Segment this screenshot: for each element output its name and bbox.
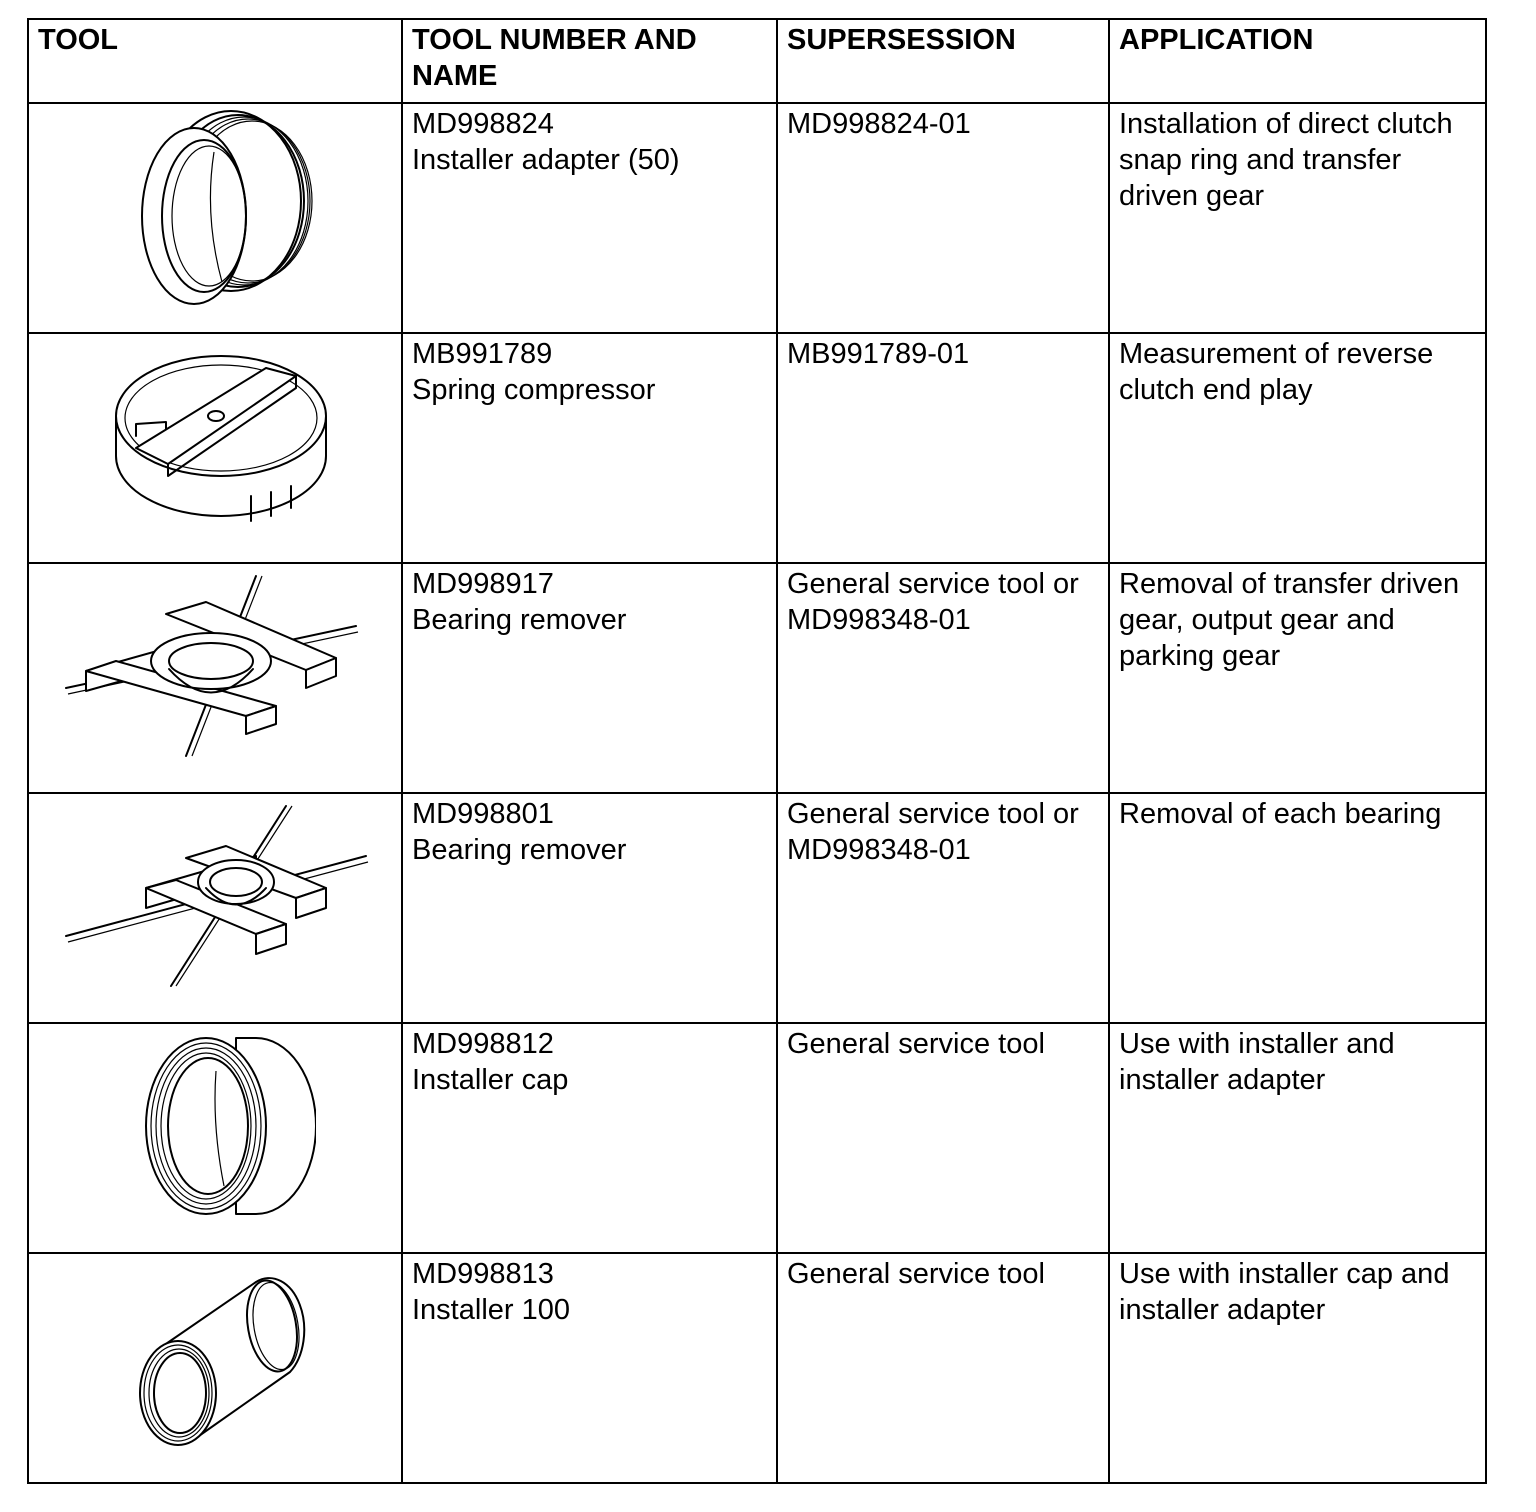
supersession-line: General service tool <box>787 1028 1045 1060</box>
tool-name: Installer cap <box>412 1064 569 1096</box>
table-row <box>28 333 1486 563</box>
tool-image-cell <box>28 793 402 1023</box>
tool-number-name-cell <box>402 1253 777 1483</box>
installer-cap-icon <box>116 1026 316 1226</box>
spring-compressor-icon <box>96 336 336 536</box>
application-text: Use with installer and installer adapter <box>1119 1028 1395 1096</box>
table-row <box>28 793 1486 1023</box>
tool-image-cell <box>28 333 402 563</box>
tool-name: Installer adapter (50) <box>412 144 680 176</box>
tool-number-name-cell <box>402 793 777 1023</box>
supersession-line: MD998348-01 <box>787 604 971 636</box>
supersession-line: General service tool <box>787 1258 1045 1290</box>
tool-number: MB991789 <box>412 338 553 370</box>
supersession-line: General service tool or <box>787 568 1079 600</box>
tool-number: MD998824 <box>412 108 554 140</box>
bearing-remover-icon <box>56 796 376 996</box>
tool-image-cell <box>28 563 402 793</box>
table-header-row <box>28 19 1486 103</box>
application-text: Use with installer cap and installer adapter <box>1119 1258 1450 1326</box>
supersession-cell <box>777 333 1109 563</box>
supersession-cell <box>777 563 1109 793</box>
table-row <box>28 1253 1486 1483</box>
tool-image-cell <box>28 103 402 333</box>
supersession-cell <box>777 1253 1109 1483</box>
application-text: Removal of each bearing <box>1119 798 1442 830</box>
tool-name: Bearing remover <box>412 604 627 636</box>
supersession-cell <box>777 1023 1109 1253</box>
tool-image-cell <box>28 1023 402 1253</box>
supersession-line: General service tool or <box>787 798 1079 830</box>
application-text: Installation of direct clutch snap ring and transfer driven gear <box>1119 108 1453 212</box>
installer-adapter-ring-icon <box>116 106 316 316</box>
tool-number-name-cell <box>402 563 777 793</box>
application-cell <box>1109 793 1486 1023</box>
tool-number: MD998801 <box>412 798 554 830</box>
application-cell <box>1109 103 1486 333</box>
tool-name: Spring compressor <box>412 374 656 406</box>
tool-number-name-cell <box>402 333 777 563</box>
supersession-line: MB991789-01 <box>787 338 970 370</box>
special-tools-table <box>27 18 1487 1484</box>
supersession-line: MD998824-01 <box>787 108 971 140</box>
tool-number-name-cell <box>402 103 777 333</box>
supersession-cell <box>777 103 1109 333</box>
tool-name: Installer 100 <box>412 1294 570 1326</box>
installer-cylinder-icon <box>116 1256 316 1456</box>
supersession-line: MD998348-01 <box>787 834 971 866</box>
application-text: Measurement of reverse clutch end play <box>1119 338 1434 406</box>
header-tool: TOOL <box>28 19 402 103</box>
application-cell <box>1109 1023 1486 1253</box>
header-tool-number-and-name: TOOL NUMBER AND NAME <box>402 19 777 103</box>
tool-number: MD998813 <box>412 1258 554 1290</box>
application-cell <box>1109 1253 1486 1483</box>
application-text: Removal of transfer driven gear, output gear and parking gear <box>1119 568 1460 672</box>
header-application: APPLICATION <box>1109 19 1486 103</box>
bearing-remover-icon <box>56 566 376 766</box>
tool-number-name-cell <box>402 1023 777 1253</box>
tool-image-cell <box>28 1253 402 1483</box>
table-row <box>28 1023 1486 1253</box>
application-cell <box>1109 563 1486 793</box>
table-row <box>28 563 1486 793</box>
table-row <box>28 103 1486 333</box>
tool-name: Bearing remover <box>412 834 627 866</box>
tool-number: MD998917 <box>412 568 554 600</box>
tool-number: MD998812 <box>412 1028 554 1060</box>
application-cell <box>1109 333 1486 563</box>
supersession-cell <box>777 793 1109 1023</box>
header-supersession: SUPERSESSION <box>777 19 1109 103</box>
